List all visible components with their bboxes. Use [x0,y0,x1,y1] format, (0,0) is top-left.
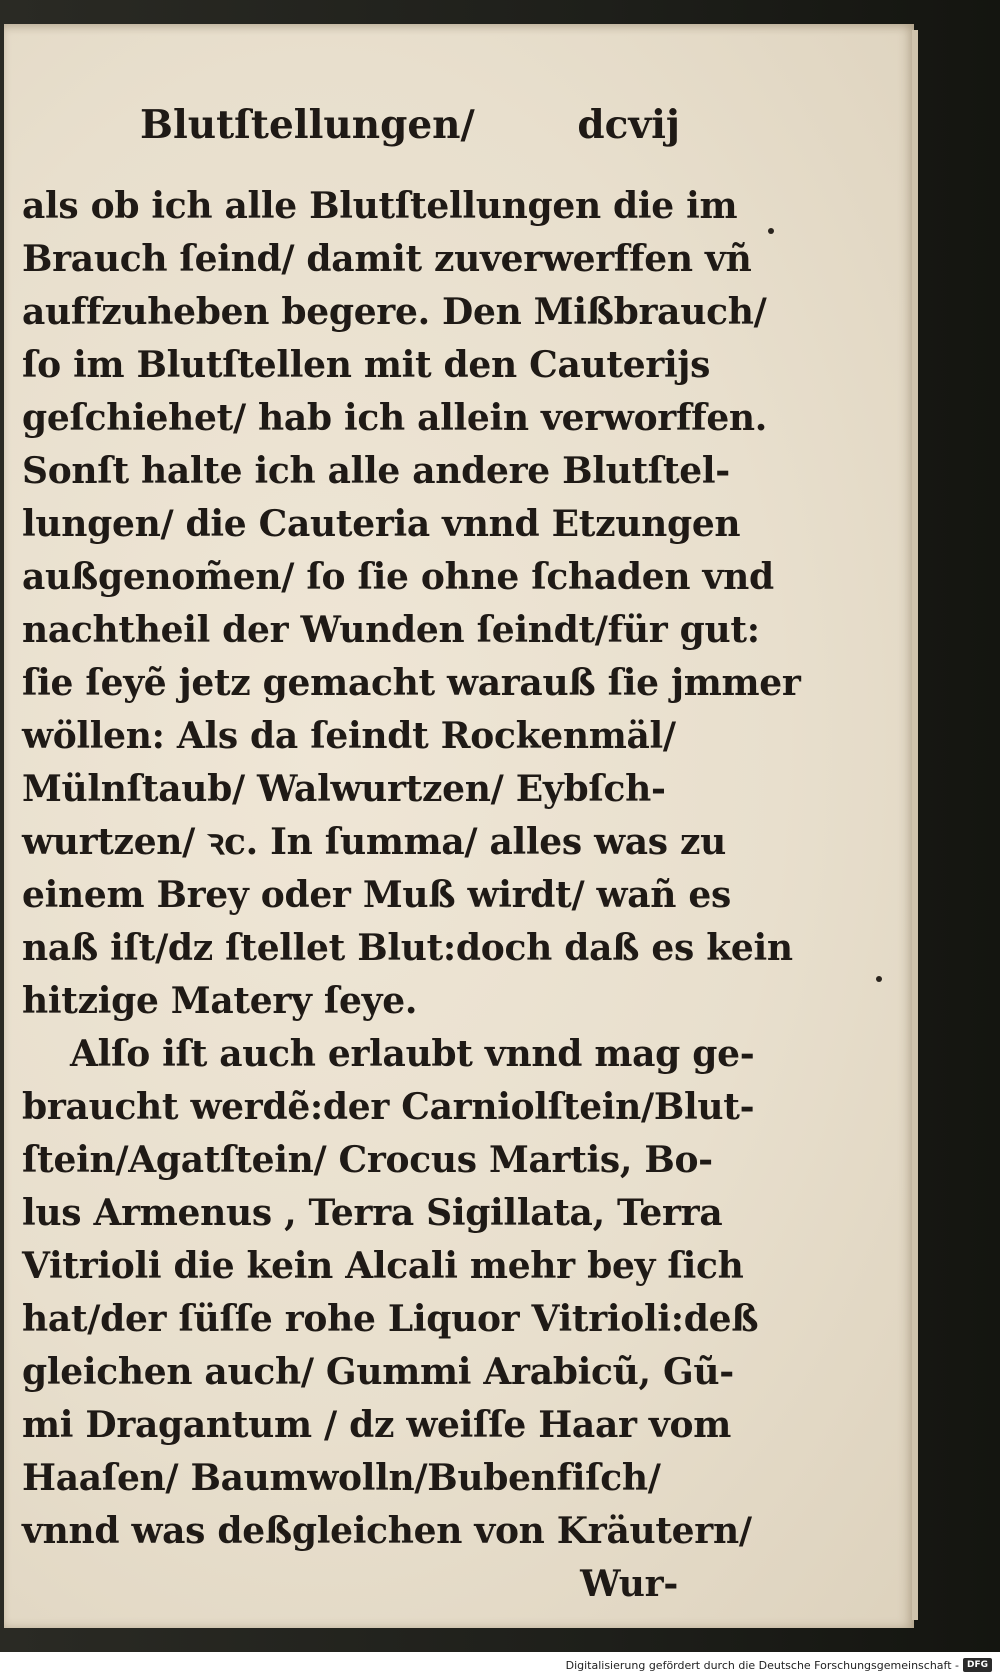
text-line: außgenom̃en/ ſo ſie ohne ſchaden vnd [22,556,774,598]
paragraph-start-line: Alſo iſt auch erlaubt vnnd mag ge- [70,1033,755,1075]
text-line: hitzige Matery ſeye. [22,980,418,1022]
text-line: ſie ſeyẽ jetz gemacht warauß ſie jmmer [22,662,801,704]
text-line: Brauch ſeind/ damit zuverwerffen vñ [22,238,752,280]
ink-speck [768,228,774,234]
text-line: hat/der ſüſſe rohe Liquor Vitrioli:deß [22,1298,759,1340]
text-line: mi Dragantum / dz weiſſe Haar vom [22,1404,732,1446]
text-line: gleichen auch/ Gummi Arabicũ, Gũ- [22,1351,734,1393]
text-line: wurtzen/ ꝛc. In ſumma/ alles was zu [22,821,727,863]
ink-speck [876,976,882,982]
page-number: dcvij [577,102,680,148]
running-title: Blutſtellungen/ [140,102,475,148]
book-page [4,24,914,1628]
digitization-credit-bar [0,1652,1000,1678]
text-line: lus Armenus , Terra Sigillata, Terra [22,1192,723,1234]
catchword: Wur- [580,1563,678,1605]
text-line: ſo im Blutſtellen mit den Cauterijs [22,344,711,386]
page-edge [912,30,918,1620]
text-line: ſtein/Agatſtein/ Crocus Martis, Bo- [22,1139,713,1181]
text-line: als ob ich alle Blutſtellungen die im [22,185,738,227]
text-line: Mülnſtaub/ Walwurtzen/ Eybſch- [22,768,666,810]
text-line: einem Brey oder Muß wirdt/ wañ es [22,874,731,916]
text-line: braucht werdẽ:der Carniolſtein/Blut- [22,1086,755,1128]
text-line: auffzuheben begere. Den Mißbrauch/ [22,291,767,333]
text-line: lungen/ die Cauteria vnnd Etzungen [22,503,741,545]
text-line: geſchiehet/ hab ich allein verworffen. [22,397,768,439]
body-text [22,180,801,1611]
text-line: wöllen: Als da ſeindt Rockenmäl/ [22,715,676,757]
dfg-logo: DFG [963,1658,992,1672]
text-line: Vitrioli die kein Alcali mehr bey ſich [22,1245,744,1287]
credit-text: Digitalisierung gefördert durch die Deutsche Forschungsgemeinschaft - [565,1658,959,1672]
text-line: naß iſt/dz ſtellet Blut:doch daß es kein [22,927,793,969]
text-line: Sonſt halte ich alle andere Blutſtel- [22,450,730,492]
page-header [140,102,680,148]
text-line: vnnd was deßgleichen von Kräutern/ [22,1510,752,1552]
text-line: nachtheil der Wunden ſeindt/für gut: [22,609,760,651]
text-line: Haaſen/ Baumwolln/Bubenfiſch/ [22,1457,661,1499]
